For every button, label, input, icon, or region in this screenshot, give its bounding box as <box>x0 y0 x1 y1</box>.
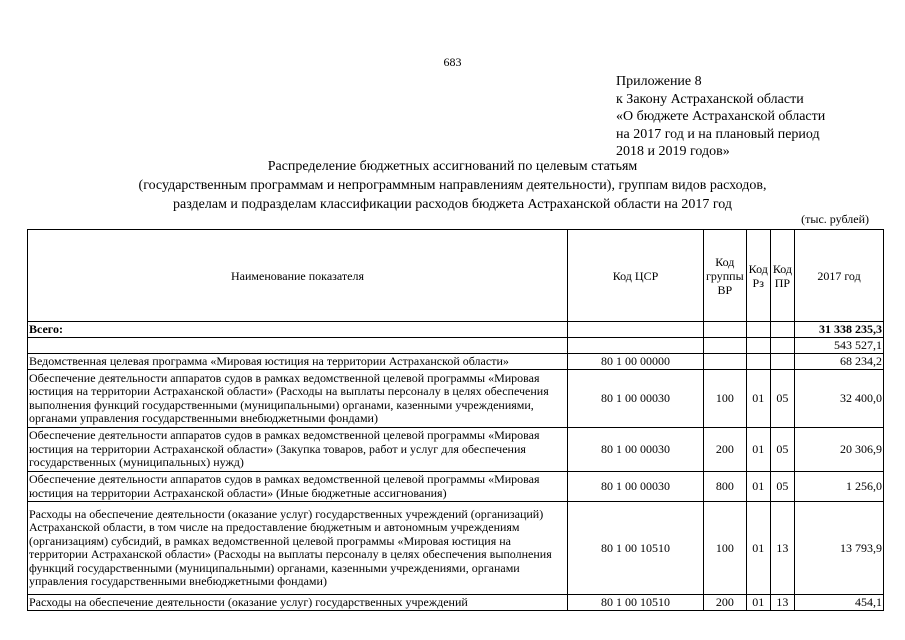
document-title <box>0 157 905 214</box>
row-vr: 100 <box>704 502 747 595</box>
title-line: Распределение бюджетных ассигнований по целевым статьям <box>267 159 638 174</box>
row-name: Обеспечение деятельности аппаратов судов в рамках ведомственной целевой программы «Мировая юстиция на территории Астраханской области» (Закупка товаров, работ и услуг для обеспечения государственных (муниципальных) нужд) <box>28 428 568 472</box>
row-csr: 80 1 00 10510 <box>568 502 704 595</box>
header-rz: Код Рз <box>746 230 770 322</box>
row-rz: 01 <box>746 472 770 502</box>
title-line: (государственным программам и непрограммным направлениям деятельности), группам видов расходов, <box>138 178 767 193</box>
row-vr: 200 <box>704 595 747 611</box>
header-name: Наименование показателя <box>28 230 568 322</box>
row-rz: 01 <box>746 428 770 472</box>
row-pr <box>770 354 794 370</box>
appendix-line: на 2017 год и на плановый период <box>616 126 820 142</box>
table-row <box>28 370 884 428</box>
row-vr: 100 <box>704 370 747 428</box>
appendix-line: 2018 и 2019 годов» <box>616 144 730 159</box>
table-row <box>28 338 884 354</box>
header-sum: 2017 год <box>795 230 884 322</box>
table-row <box>28 595 884 611</box>
row-pr: 13 <box>770 595 794 611</box>
row-sum: 1 256,0 <box>795 472 884 502</box>
row-name: Всего: <box>28 322 568 338</box>
appendix-line: к Закону Астраханской области <box>616 91 804 107</box>
row-name: Обеспечение деятельности аппаратов судов в рамках ведомственной целевой программы «Мировая юстиция на территории Астраханской области» (Расходы на выплаты персоналу в целях обеспечения выполнения функций государственными (муниципальными) органами, казенными учреждениями, органами управления государственными внебюджетными фондами) <box>28 370 568 428</box>
row-pr: 05 <box>770 472 794 502</box>
table-header-row <box>28 230 884 322</box>
row-sum: 13 793,9 <box>795 502 884 595</box>
row-name: Ведомственная целевая программа «Мировая юстиция на территории Астраханской области» <box>28 354 568 370</box>
row-name <box>28 338 568 354</box>
table-row <box>28 472 884 502</box>
row-sum: 32 400,0 <box>795 370 884 428</box>
header-pr: Код ПР <box>770 230 794 322</box>
appendix-block <box>616 73 825 161</box>
row-rz: 01 <box>746 595 770 611</box>
row-pr: 13 <box>770 502 794 595</box>
budget-table <box>27 229 884 611</box>
row-rz <box>746 322 770 338</box>
row-csr <box>568 338 704 354</box>
row-sum: 454,1 <box>795 595 884 611</box>
row-sum: 68 234,2 <box>795 354 884 370</box>
row-sum: 31 338 235,3 <box>795 322 884 338</box>
appendix-line: «О бюджете Астраханской области <box>616 109 826 124</box>
row-rz: 01 <box>746 502 770 595</box>
page-number: 683 <box>443 55 462 69</box>
table-row <box>28 354 884 370</box>
header-csr: Код ЦСР <box>568 230 704 322</box>
row-csr: 80 1 00 00030 <box>568 428 704 472</box>
row-name: Расходы на обеспечение деятельности (оказание услуг) государственных учреждений (организаций) Астраханской области, в том числе на предоставление бюджетным и автономным учреждениям (организациям) субсидий, в рамках ведомственной целевой программы «Мировая юстиция на территории Астраханской области» (Расходы на выплаты персоналу в целях обеспечения выполнения функций государственными (муниципальными) органами, казенными учреждениями, органами управления государственными внебюджетными фондами) <box>28 502 568 595</box>
units-label: (тыс. рублей) <box>801 212 869 226</box>
row-vr: 800 <box>704 472 747 502</box>
row-vr <box>704 322 747 338</box>
row-sum: 20 306,9 <box>795 428 884 472</box>
row-pr <box>770 338 794 354</box>
row-csr: 80 1 00 00000 <box>568 354 704 370</box>
title-line: разделам и подразделам классификации расходов бюджета Астраханской области на 2017 год <box>173 197 732 212</box>
row-vr <box>704 338 747 354</box>
row-pr <box>770 322 794 338</box>
row-sum: 543 527,1 <box>795 338 884 354</box>
row-rz <box>746 354 770 370</box>
table-row <box>28 502 884 595</box>
row-name: Расходы на обеспечение деятельности (оказание услуг) государственных учреждений <box>28 595 568 611</box>
header-vr: Код группы ВР <box>704 230 747 322</box>
appendix-line: Приложение 8 <box>616 74 702 89</box>
row-pr: 05 <box>770 428 794 472</box>
row-csr <box>568 322 704 338</box>
row-rz <box>746 338 770 354</box>
row-pr: 05 <box>770 370 794 428</box>
row-csr: 80 1 00 00030 <box>568 472 704 502</box>
table-row <box>28 428 884 472</box>
table-row-total <box>28 322 884 338</box>
row-rz: 01 <box>746 370 770 428</box>
row-csr: 80 1 00 00030 <box>568 370 704 428</box>
row-vr <box>704 354 747 370</box>
row-csr: 80 1 00 10510 <box>568 595 704 611</box>
row-name: Обеспечение деятельности аппаратов судов в рамках ведомственной целевой программы «Мировая юстиция на территории Астраханской области» (Иные бюджетные ассигнования) <box>28 472 568 502</box>
row-vr: 200 <box>704 428 747 472</box>
